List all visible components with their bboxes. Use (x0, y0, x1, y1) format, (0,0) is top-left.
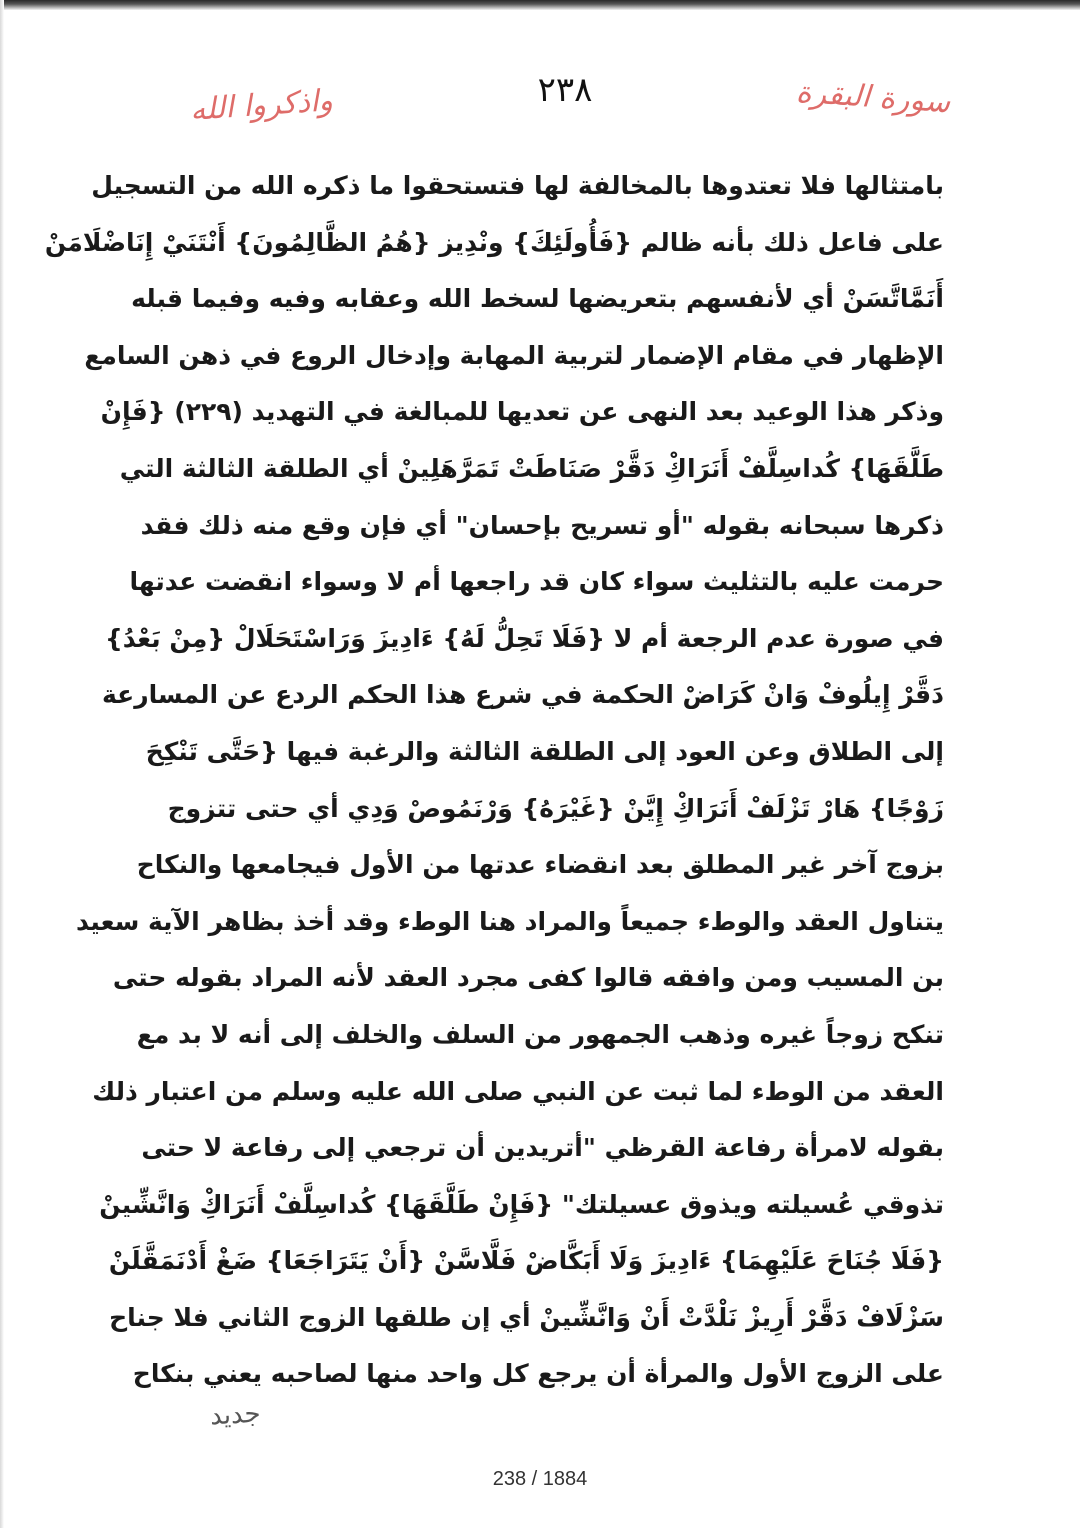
text-line: دَقَّرْ إِيلُوفْ وَانْ كَرَاضْ الحكمة في شرع هذا الحكم الردع عن المسارعة (101, 680, 944, 710)
text-line: يتناول العقد والوطء جميعاً والمراد هنا الوطء وقد أخذ بظاهر الآية سعيد (75, 906, 944, 936)
page-body (44, 158, 944, 1403)
text-line: بامتثالها فلا تعتدوها بالمخالفة لها فتستحقوا ما ذكره الله من التسجيل (91, 171, 944, 200)
text-line: الإظهار في مقام الإضمار لتربية المهابة وإدخال الروع في ذهن السامع (84, 340, 944, 370)
text-line: على فاعل ذلك بأنه ظالم {فَأُولَئِكَ} ونْدِيز {هُمُ الظَّالِمُونَ} أَنْتَنَيْ إِنَاضْلَامَنْ (44, 227, 944, 257)
text-line: طَلَّقَهَا} كُداسِلَّفْ أَنَرَاكِْ دَقَّرْ صَنَاطَتْ تَمَرَّهَلِينْ أي الطلقة الثالثة التي (119, 453, 944, 483)
surah-name-handwritten: سورة البقرة (794, 74, 952, 121)
page-number: ٢٣٨ (537, 70, 593, 110)
text-line: أَنَمَّاتَّسَنْ أي لأنفسهم بتعريضها لسخط الله وعقابه وفيه وفيما قبله (131, 284, 944, 314)
page-header (180, 70, 950, 140)
text-line: سَزْلَافْ دَقَّرْ أَرِيزْ نَلْدَّتْ أَنْ وَانَّشِّينْ أي إن طلقها الزوج الثاني فلا جناح (109, 1302, 944, 1332)
text-line: زَوْجًا} هَارْ تَزْلَفْ أَنَرَاكِْ إِيَّنْ {غَيْرَهُ} وَرْنَمُوصْ وَدِي أي حتى تتزوج (167, 793, 944, 823)
text-line: بزوج آخر غير المطلق بعد انقضاء عدتها من الأول فيجامعها والنكاح (136, 850, 944, 880)
text-line: تذوقي عُسيلته ويذوق عسيلتك" {فَإِنْ طَلَّقَهَا} كُداسِلَّفْ أَنَرَاكِْ وَانَّشِّينْ (99, 1189, 944, 1219)
text-line: بن المسيب ومن وافقه قالوا كفى مجرد العقد لأنه المراد بقوله حتى (112, 963, 944, 993)
text-line: بقوله لامرأة رفاعة القرظي "أتريدين أن ترجعي إلى رفاعة لا حتى (141, 1133, 944, 1163)
scan-top-edge (0, 0, 1080, 10)
handwritten-signature: جديد (209, 1398, 262, 1432)
text-line: وذكر هذا الوعيد بعد النهى عن تعديها للمبالغة في التهديد (٢٢٩) {فَإِنْ (100, 397, 944, 427)
catchword-handwritten: واذكروا الله (188, 83, 334, 128)
text-line: في صورة عدم الرجعة أم لا {فَلَا تَحِلُّ لَهُ} ءَادِيزَ وَرَاسْتَحَلَالْ {مِنْ بَعْدُ} (104, 623, 944, 653)
text-line: إلى الطلاق وعن العود إلى الطلقة الثالثة والرغبة فيها {حَتَّى تَنْكِحَ (145, 736, 944, 766)
text-line: العقد من الوطء لما ثبت عن النبي صلى الله عليه وسلم من اعتبار ذلك (92, 1076, 944, 1106)
text-line: تنكح زوجاً غيره وذهب الجمهور من السلف والخلف إلى أنه لا بد مع (136, 1019, 944, 1049)
page-indicator: 238 / 1884 (492, 1468, 588, 1490)
text-line: على الزوج الأول والمرأة أن يرجع كل واحد منها لصاحبه يعني بنكاح (132, 1359, 944, 1389)
text-line: {فَلَا جُنَاحَ عَلَيْهِمَا} ءَادِيزَ وَلَا أَبَكَّاضْ فَلَّاسَّنْ {أَنْ يَتَرَاجَعَا} ضَغْ أَدْنَمَقَّلَنْ (108, 1246, 944, 1276)
scan-left-edge (0, 0, 4, 1528)
text-line: ذكرها سبحانه بقوله "أو تسريح بإحسان" أي فإن وقع منه ذلك فقد (140, 510, 944, 540)
text-line: حرمت عليه بالتثليث سواء كان قد راجعها أم لا وسواء انقضت عدتها (129, 567, 944, 597)
